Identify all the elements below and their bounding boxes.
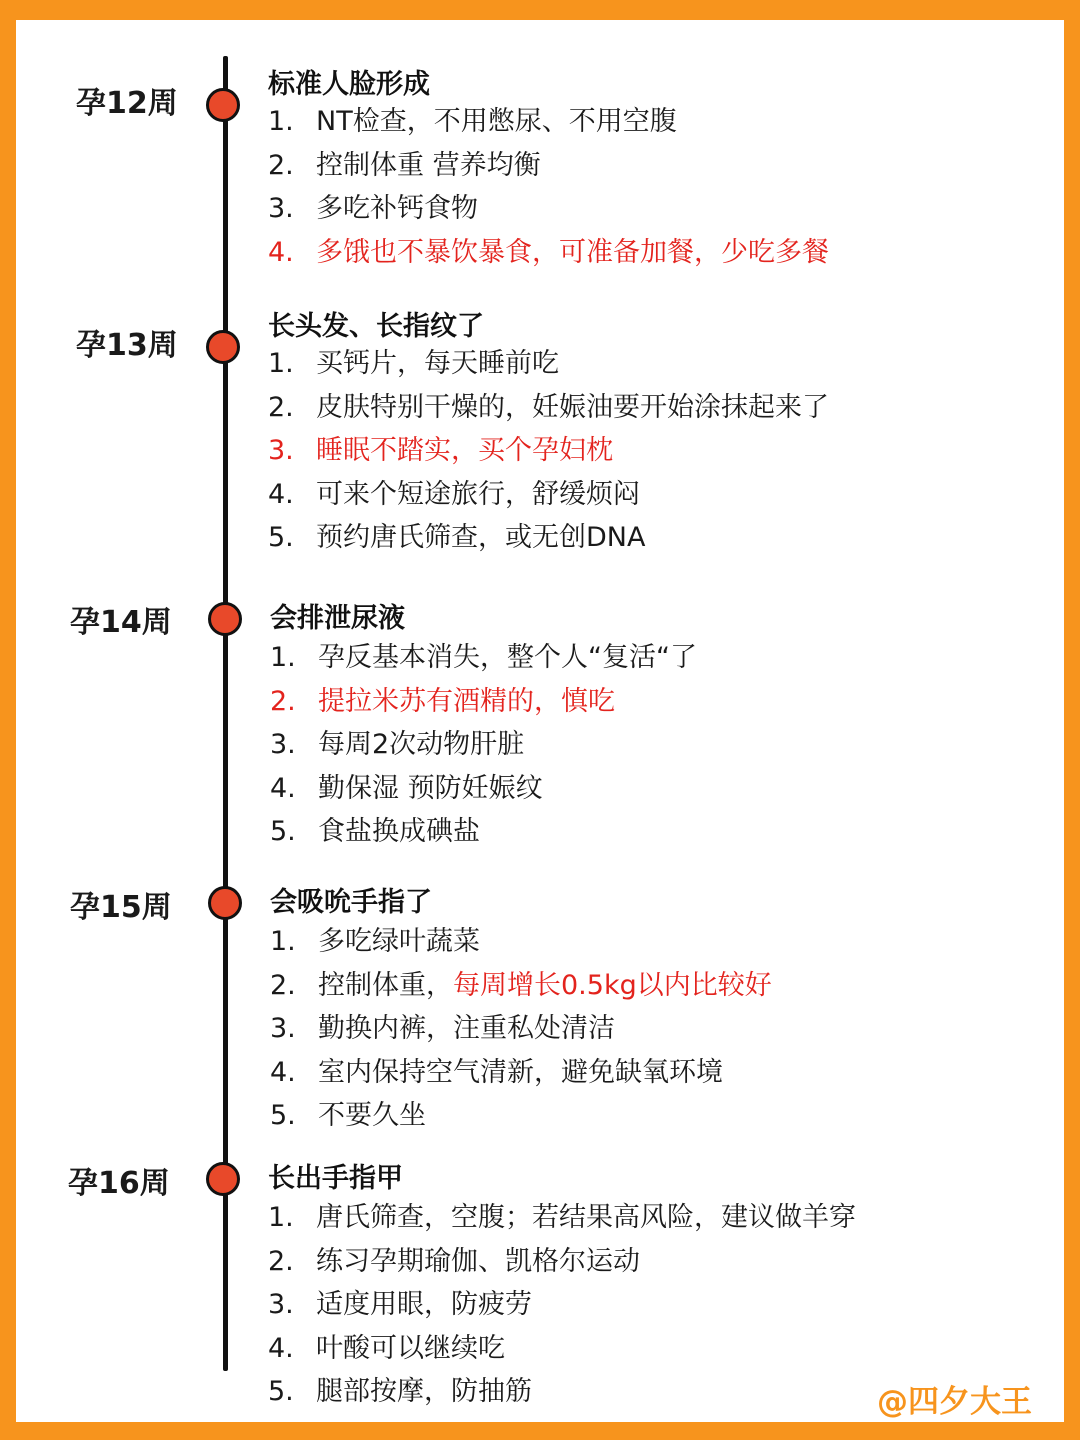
list-item [268, 144, 829, 188]
item-list [268, 100, 829, 274]
list-item [270, 810, 697, 854]
item-text: 多吃绿叶蔬菜 [318, 926, 480, 957]
list-item [268, 473, 829, 517]
item-number: 2. [270, 685, 296, 717]
item-text: NT检查，不用憋尿、不用空腹 [316, 106, 677, 137]
item-number: 3. [270, 729, 296, 760]
item-number: 3. [270, 1013, 296, 1044]
list-item [270, 920, 772, 964]
timeline-dot [208, 602, 242, 636]
timeline-dot [206, 88, 240, 122]
section-heading: 标准人脸形成 [268, 69, 430, 100]
week-label: 孕13周 [76, 328, 178, 363]
item-number: 4. [268, 236, 294, 268]
list-item [268, 516, 829, 560]
list-item-highlighted [268, 429, 829, 473]
item-number: 2. [268, 1245, 294, 1277]
item-number: 2. [270, 969, 296, 1001]
list-item [268, 1196, 856, 1240]
item-text: 睡眠不踏实，买个孕妇枕 [316, 435, 613, 466]
item-number: 2. [268, 149, 294, 181]
item-text: 练习孕期瑜伽、凯格尔运动 [316, 1245, 640, 1277]
list-item [268, 1283, 856, 1327]
item-number: 4. [268, 1332, 294, 1364]
item-number: 4. [268, 478, 294, 510]
item-number: 5. [268, 1376, 294, 1407]
item-text: 控制体重 营养均衡 [316, 149, 541, 181]
list-item [270, 1007, 772, 1051]
item-number: 5. [270, 1100, 296, 1131]
item-number: 3. [268, 435, 294, 466]
list-item [268, 342, 829, 386]
item-number: 5. [270, 816, 296, 847]
list-item [270, 1051, 772, 1095]
item-text: 预约唐氏筛查，或无创DNA [316, 522, 646, 553]
section-heading: 长出手指甲 [268, 1163, 403, 1194]
item-text: 多吃补钙食物 [316, 193, 478, 224]
item-text: 孕反基本消失，整个人“复活“了 [318, 642, 697, 673]
timeline-dot [206, 1162, 240, 1196]
item-number: 4. [270, 1056, 296, 1088]
item-highlight-text: 每周增长0.5kg以内比较好 [453, 969, 772, 1001]
week-label: 孕14周 [70, 605, 172, 640]
item-text: 每周2次动物肝脏 [318, 729, 525, 760]
section-heading: 会吸吮手指了 [270, 887, 432, 918]
section-heading: 长头发、长指纹了 [268, 311, 484, 342]
list-item [268, 1327, 856, 1371]
item-text: 勤保湿 预防妊娠纹 [318, 772, 543, 804]
item-number: 3. [268, 193, 294, 224]
timeline-dot [208, 886, 242, 920]
item-text: 控制体重， [318, 969, 453, 1001]
item-list [270, 920, 772, 1138]
list-item-highlighted [270, 680, 697, 724]
item-text: 腿部按摩，防抽筋 [316, 1376, 532, 1407]
item-text: 买钙片，每天睡前吃 [316, 348, 559, 379]
week-label: 孕12周 [76, 86, 178, 121]
item-text: 提拉米苏有酒精的，慎吃 [318, 685, 615, 717]
item-number: 1. [268, 106, 294, 137]
item-number: 5. [268, 522, 294, 553]
list-item [270, 964, 772, 1008]
list-item [268, 1240, 856, 1284]
item-number: 2. [268, 391, 294, 423]
week-label: 孕15周 [70, 890, 172, 925]
item-number: 3. [268, 1289, 294, 1320]
item-text: 室内保持空气清新，避免缺氧环境 [318, 1056, 723, 1088]
item-text: 唐氏筛查，空腹；若结果高风险，建议做羊穿 [316, 1202, 856, 1233]
item-list [270, 636, 697, 854]
list-item-highlighted [268, 231, 829, 275]
item-number: 4. [270, 772, 296, 804]
list-item [268, 100, 829, 144]
item-text: 食盐换成碘盐 [318, 816, 480, 847]
item-text: 多饿也不暴饮暴食，可准备加餐，少吃多餐 [316, 236, 829, 268]
item-text: 不要久坐 [318, 1100, 426, 1131]
item-number: 1. [268, 1202, 294, 1233]
item-list [268, 342, 829, 560]
item-text: 叶酸可以继续吃 [316, 1332, 505, 1364]
list-item [270, 723, 697, 767]
list-item [270, 1094, 772, 1138]
item-text: 适度用眼，防疲劳 [316, 1289, 532, 1320]
timeline-dot [206, 330, 240, 364]
item-list [268, 1196, 856, 1414]
item-number: 1. [270, 926, 296, 957]
section-heading: 会排泄尿液 [270, 603, 405, 634]
author-watermark: @四夕大王 [877, 1384, 1032, 1420]
item-number: 1. [268, 348, 294, 379]
list-item [270, 636, 697, 680]
item-text: 可来个短途旅行，舒缓烦闷 [316, 478, 640, 510]
item-number: 1. [270, 642, 296, 673]
list-item [268, 187, 829, 231]
week-label: 孕16周 [68, 1166, 170, 1201]
item-text: 勤换内裤，注重私处清洁 [318, 1013, 615, 1044]
list-item [270, 767, 697, 811]
list-item [268, 386, 829, 430]
item-text: 皮肤特别干燥的，妊娠油要开始涂抹起来了 [316, 391, 829, 423]
list-item [268, 1370, 856, 1414]
